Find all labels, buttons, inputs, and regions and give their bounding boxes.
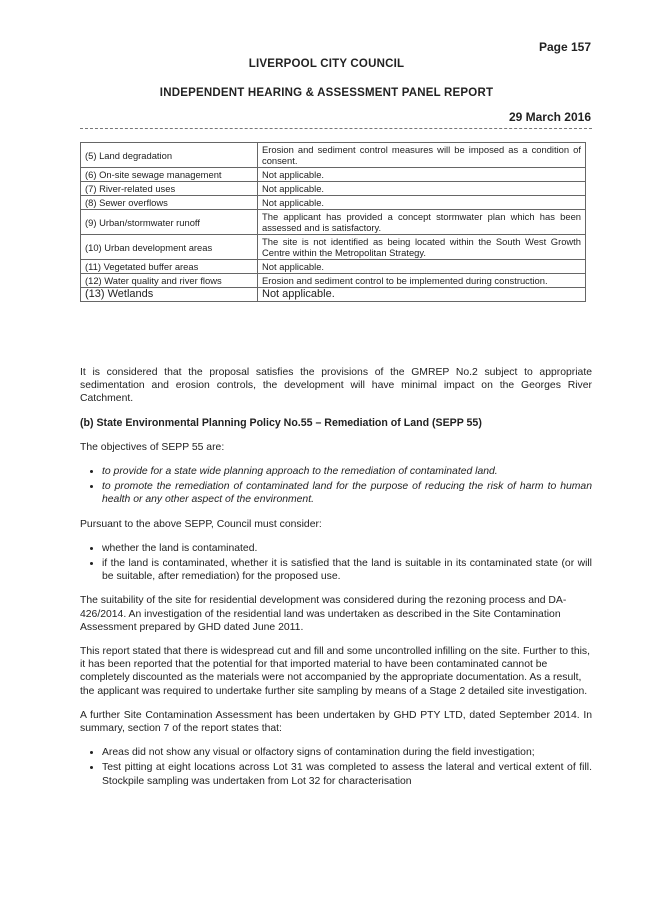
council-name: LIVERPOOL CITY COUNCIL (248, 58, 405, 70)
list-item: • Test pitting at eight locations across Lot 31 was completed to assess the lateral and vertical extent of fill. Stockpile sampling was undertaken from Lot 32 for characterisation (102, 761, 592, 787)
gmrep-assessment-table (80, 142, 586, 302)
table-row (81, 196, 586, 210)
table-cell-criterion: (10) Urban development areas (81, 235, 258, 260)
table-cell-criterion: (6) On-site sewage management (81, 168, 258, 182)
table-cell-response: Erosion and sediment control measures will be imposed as a condition of consent. (258, 143, 586, 168)
report-date: 29 March 2016 (508, 110, 591, 124)
table-cell-criterion: (13) Wetlands (81, 288, 258, 302)
table-row (81, 168, 586, 182)
table-row (81, 260, 586, 274)
fill-report-paragraph: This report stated that there is widespread cut and fill and some uncontrolled infilling on the site. Further to this, it has been reported that the potential for that imported material to have been contaminated cannot be completely discounted as the materials were not accompanied by the appropriate documentation. As a result, the applicant was required to undertake further site sampling by means of a Stage 2 detailed site investigation. (80, 646, 590, 697)
table-cell-response: Not applicable. (258, 288, 586, 302)
table-cell-criterion: (11) Vegetated buffer areas (81, 260, 258, 274)
sepp55-heading: (b) State Environmental Planning Policy No.55 – Remediation of Land (SEPP 55) (80, 416, 482, 429)
table-cell-response: Not applicable. (258, 196, 586, 210)
findings-list (80, 746, 592, 788)
table-cell-response: The applicant has provided a concept stormwater plan which has been assessed and is satisfactory. (258, 210, 586, 235)
list-item: • to provide for a state wide planning approach to the remediation of contaminated land. (102, 465, 592, 478)
table-cell-response: Not applicable. (258, 260, 586, 274)
objectives-list (80, 465, 592, 507)
table-row (81, 235, 586, 260)
table-row (81, 143, 586, 168)
objectives-intro: The objectives of SEPP 55 are: (80, 441, 225, 453)
table-row (81, 274, 586, 288)
table-cell-response: The site is not identified as being located within the South West Growth Centre within the Metropolitan Strategy. (258, 235, 586, 260)
table-cell-response: Erosion and sediment control to be implemented during construction. (258, 274, 586, 288)
table-row (81, 210, 586, 235)
gmrep-conclusion-paragraph: It is considered that the proposal satisfies the provisions of the GMREP No.2 subject to appropriate sedimentation and erosion controls, the development will have minimal impact on the Georges River Catchment. (80, 367, 592, 405)
list-item: • whether the land is contaminated. (102, 542, 592, 555)
table-cell-criterion: (8) Sewer overflows (81, 196, 258, 210)
list-item: • Areas did not show any visual or olfactory signs of contamination during the field investigation; (102, 746, 592, 759)
table-cell-response: Not applicable. (258, 168, 586, 182)
considerations-intro: Pursuant to the above SEPP, Council must consider: (80, 518, 322, 530)
table-cell-criterion: (12) Water quality and river flows (81, 274, 258, 288)
table-row (81, 182, 586, 196)
suitability-paragraph: The suitability of the site for residential development was considered during the rezoning process and DA-426/2014. An investigation of the residential land was undertaken as described in the Site Contamination Assessment prepared by GHD dated June 2011. (80, 595, 567, 633)
report-title: INDEPENDENT HEARING & ASSESSMENT PANEL REPORT (159, 87, 494, 99)
table-row (81, 288, 586, 302)
page-number: Page 157 (538, 40, 591, 54)
header-divider (80, 128, 592, 129)
table-cell-criterion: (9) Urban/stormwater runoff (81, 210, 258, 235)
list-item: • to promote the remediation of contaminated land for the purpose of reducing the risk of harm to human health or any other aspect of the environment. (102, 480, 592, 506)
considerations-list (80, 542, 592, 584)
table-cell-criterion: (7) River-related uses (81, 182, 258, 196)
report-body (80, 366, 592, 799)
table-cell-criterion: (5) Land degradation (81, 143, 258, 168)
table-cell-response: Not applicable. (258, 182, 586, 196)
further-assessment-paragraph: A further Site Contamination Assessment has been undertaken by GHD PTY LTD, dated September 2014. In summary, section 7 of the report states that: (80, 709, 592, 735)
list-item: • if the land is contaminated, whether it is satisfied that the land is suitable in its contaminated state (or will be suitable, after remediation) for the proposed use. (102, 557, 592, 583)
